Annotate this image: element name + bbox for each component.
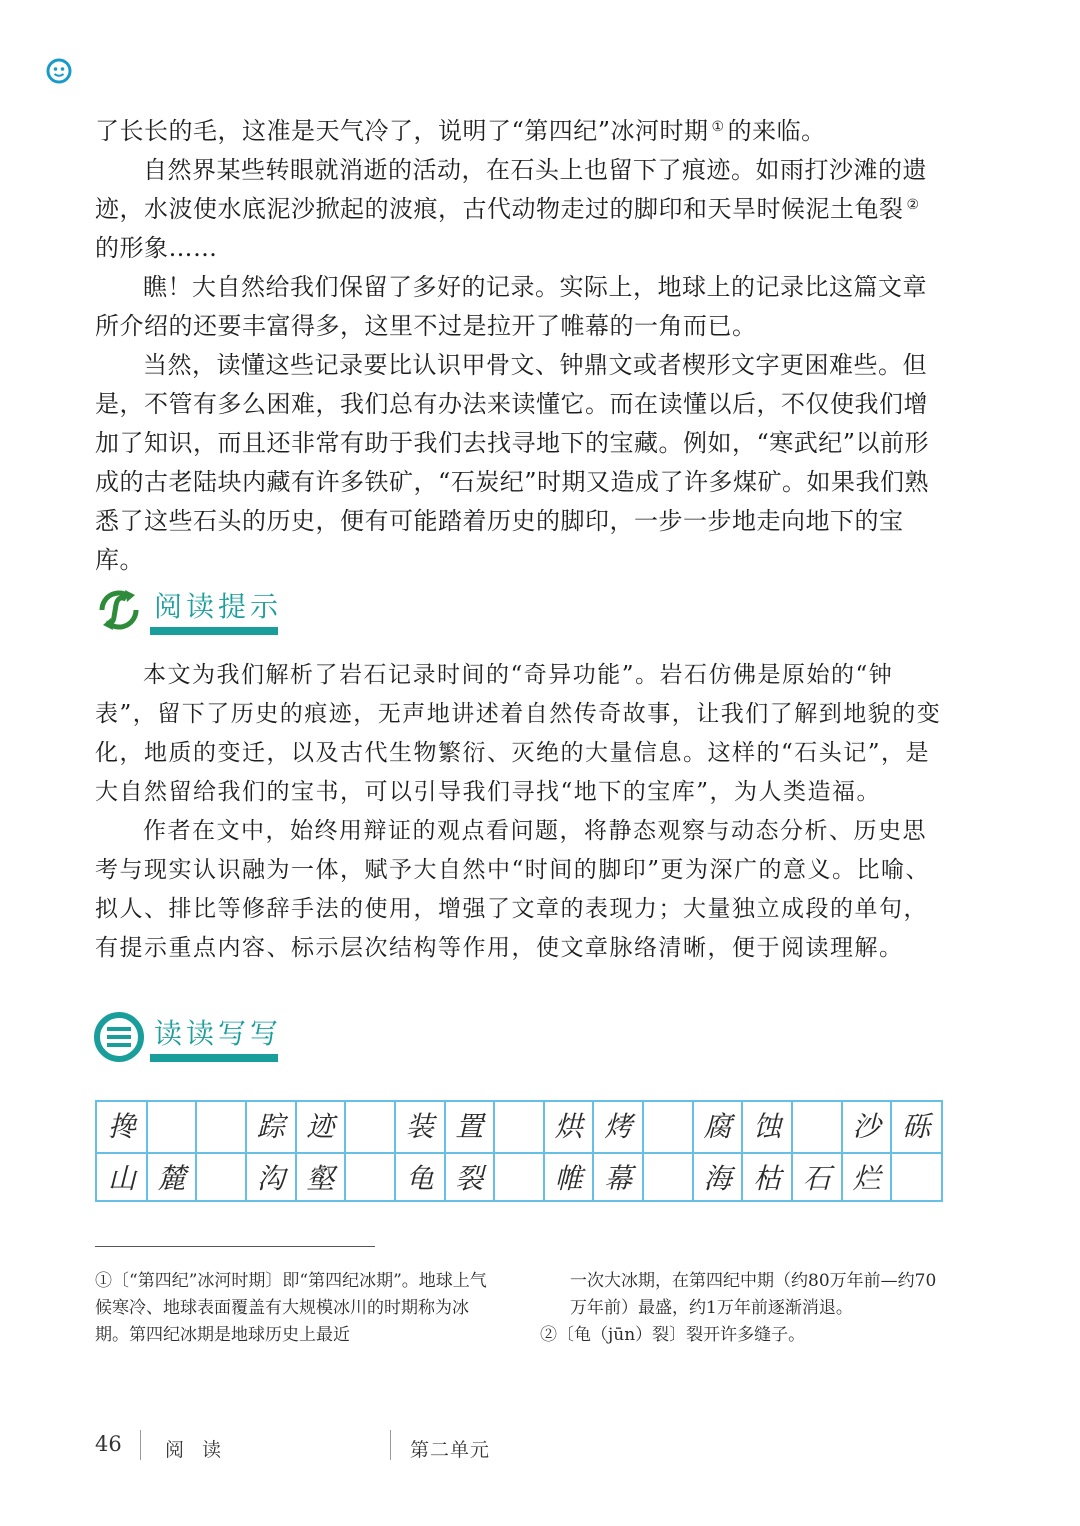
footer-unit: 第二单元 <box>410 1439 491 1461</box>
vocabulary-cell: 山 <box>107 1162 136 1195</box>
grid-divider <box>642 1102 644 1200</box>
vocabulary-cell: 装 <box>405 1110 434 1143</box>
vocabulary-cell: 烤 <box>604 1110 633 1143</box>
vocabulary-cell <box>345 1154 395 1203</box>
read-write-icon <box>92 1010 146 1064</box>
vocabulary-cell: 置 <box>455 1110 484 1143</box>
footer-divider-1 <box>140 1430 141 1460</box>
vocabulary-cell <box>196 1102 246 1151</box>
footer-section: 阅 读 <box>165 1439 228 1461</box>
vocabulary-cell <box>494 1102 544 1151</box>
vocabulary-cell <box>643 1102 693 1151</box>
grid-divider <box>195 1102 197 1200</box>
reading-hint-underline <box>150 627 278 635</box>
read-write-underline <box>150 1054 278 1062</box>
grid-divider <box>592 1102 594 1200</box>
grid-divider <box>394 1102 396 1200</box>
vocabulary-cell <box>345 1102 395 1151</box>
vocabulary-cell: 迹 <box>306 1110 335 1143</box>
vocabulary-cell: 烘 <box>554 1110 583 1143</box>
vocabulary-grid <box>95 1100 943 1202</box>
footnote-1-right: 一次大冰期，在第四纪中期（约80万年前—约70万年前）最盛，约1万年前逐渐消退。 <box>570 1271 937 1318</box>
vocabulary-cell: 枯 <box>753 1162 782 1195</box>
vocabulary-cell: 壑 <box>306 1162 335 1195</box>
vocabulary-cell: 蚀 <box>753 1110 782 1143</box>
vocabulary-cell: 沟 <box>256 1162 285 1195</box>
vocabulary-row-1 <box>97 1102 941 1151</box>
vocabulary-cell: 龟 <box>405 1162 434 1195</box>
footer-divider-2 <box>390 1430 391 1460</box>
vocabulary-cell: 搀 <box>107 1110 136 1143</box>
vocabulary-cell: 幕 <box>604 1162 633 1195</box>
footnote-1-left: ①〔“第四纪”冰河时期〕即“第四纪冰期”。地球上气候寒冷、地球表面覆盖有大规模冰川的时期称为冰期。第四纪冰期是地球历史上最近 <box>95 1271 487 1345</box>
footnote-ref-1: ① <box>711 119 725 135</box>
vocabulary-cell: 石 <box>802 1162 831 1195</box>
footnote-ref-2: ② <box>906 197 920 213</box>
vocabulary-cell: 腐 <box>703 1110 732 1143</box>
vocabulary-cell <box>643 1154 693 1203</box>
reading-hint-title: 阅读提示 <box>154 590 283 623</box>
grid-divider <box>444 1102 446 1200</box>
main-paragraph-3: 瞧！大自然给我们保留了多好的记录。实际上，地球上的记录比这篇文章所介绍的还要丰富得多，这里不过是拉开了帷幕的一角而已。 <box>95 273 927 340</box>
grid-divider <box>791 1102 793 1200</box>
read-write-title: 读读写写 <box>154 1017 283 1050</box>
grid-divider <box>890 1102 892 1200</box>
footnote-2: ②〔龟（jūn）裂〕裂开许多缝子。 <box>540 1325 806 1345</box>
grid-divider <box>245 1102 247 1200</box>
main-text <box>95 112 945 580</box>
vocabulary-row-2 <box>97 1152 941 1203</box>
main-paragraph-1: 了长长的毛，这准是天气冷了，说明了“第四纪”冰河时期 ① 的来临。 <box>95 117 826 145</box>
reading-hint-text <box>95 656 945 968</box>
grid-divider <box>543 1102 545 1200</box>
footnote-divider <box>95 1246 375 1247</box>
vocabulary-cell: 沙 <box>852 1110 881 1143</box>
grid-divider <box>295 1102 297 1200</box>
hint-paragraph-1: 本文为我们解析了岩石记录时间的“奇异功能”。岩石仿佛是原始的“钟表”，留下了历史的痕迹，无声地讲述着自然传奇故事，让我们了解到地貌的变化，地质的变迁，以及古代生物繁衍、灭绝的大量信息。这样的“石头记”，是大自然留给我们的宝书，可以引导我们寻找“地下的宝库”，为人类造福。 <box>95 662 942 805</box>
vocabulary-cell: 烂 <box>852 1162 881 1195</box>
vocabulary-cell <box>196 1154 246 1203</box>
vocabulary-cell: 裂 <box>455 1162 484 1195</box>
grid-divider <box>741 1102 743 1200</box>
vocabulary-cell: 踪 <box>256 1110 285 1143</box>
vocabulary-cell <box>494 1154 544 1203</box>
grid-divider <box>493 1102 495 1200</box>
reading-hint-icon <box>92 583 146 637</box>
smiley-icon <box>46 58 72 84</box>
grid-divider <box>692 1102 694 1200</box>
grid-divider <box>146 1102 148 1200</box>
grid-divider <box>344 1102 346 1200</box>
main-paragraph-4: 当然，读懂这些记录要比认识甲骨文、钟鼎文或者楔形文字更困难些。但是，不管有多么困难，我们总有办法来读懂它。而在读懂以后，不仅使我们增加了知识，而且还非常有助于我们去找寻地下的宝藏。例如，“寒武纪”以前形成的古老陆块内藏有许多铁矿，“石炭纪”时期又造成了许多煤矿。如果我们熟悉了这些石头的历史，便有可能踏着历史的脚印，一步一步地走向地下的宝库。 <box>95 351 930 574</box>
vocabulary-cell <box>147 1102 197 1151</box>
read-write-heading <box>92 1010 352 1070</box>
vocabulary-cell <box>891 1154 941 1203</box>
reading-hint-heading <box>92 583 352 643</box>
main-paragraph-2: 自然界某些转眼就消逝的活动，在石头上也留下了痕迹。如雨打沙滩的遗迹，水波使水底泥沙掀起的波痕，古代动物走过的脚印和天旱时候泥土龟裂 ②的形象…… <box>95 156 927 262</box>
vocabulary-cell <box>792 1102 842 1151</box>
grid-divider <box>841 1102 843 1200</box>
page-number: 46 <box>95 1432 122 1456</box>
footnotes-right <box>540 1268 945 1349</box>
vocabulary-cell: 海 <box>703 1162 732 1195</box>
vocabulary-cell: 砾 <box>902 1110 931 1143</box>
hint-paragraph-2: 作者在文中，始终用辩证的观点看问题，将静态观察与动态分析、历史思考与现实认识融为一体，赋予大自然中“时间的脚印”更为深广的意义。比喻、拟人、排比等修辞手法的使用，增强了文章的表现力；大量独立成段的单句，有提示重点内容、标示层次结构等作用，使文章脉络清晰，便于阅读理解。 <box>95 818 931 961</box>
vocabulary-cell: 帷 <box>554 1162 583 1195</box>
vocabulary-cell: 麓 <box>157 1162 186 1195</box>
